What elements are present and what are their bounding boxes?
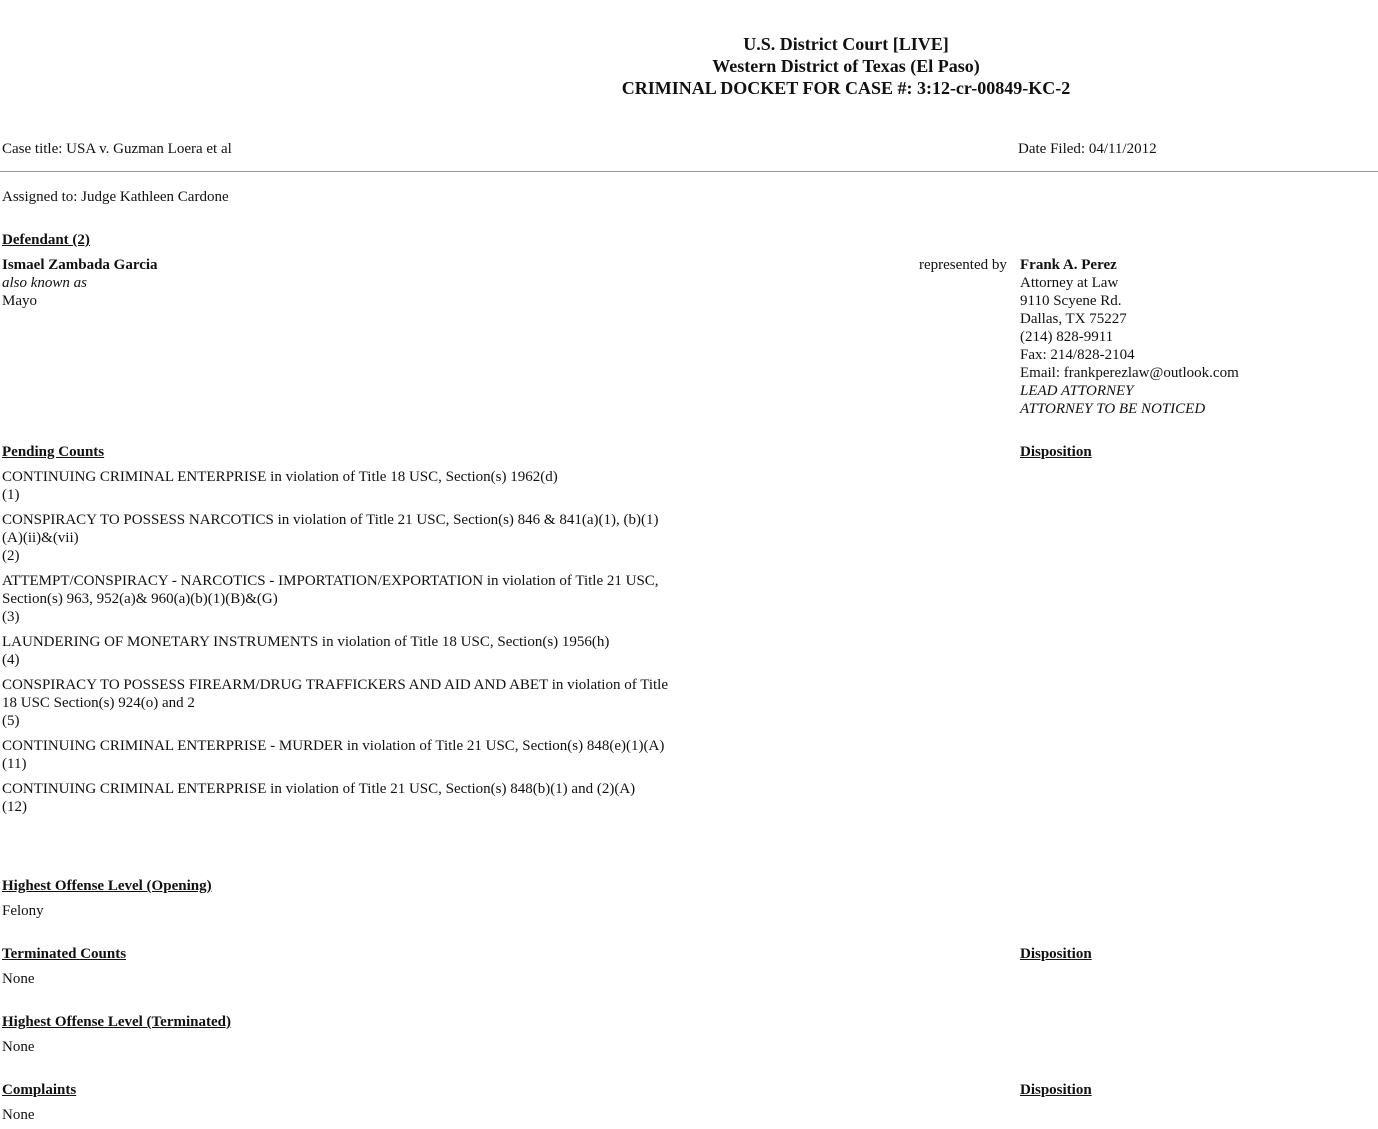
count-description: CONSPIRACY TO POSSESS FIREARM/DRUG TRAFFICKERS AND AID AND ABET in violation of Title 18 USC Section(s) 924(o) and 2 (2, 677, 668, 711)
defendant-name: Ismael Zambada Garcia (2, 257, 158, 273)
terminated-disposition-heading: Disposition (1020, 946, 1092, 962)
highest-offense-opening-value: Felony (2, 903, 44, 919)
represented-by-label: represented by (919, 257, 1007, 273)
count-description: CONTINUING CRIMINAL ENTERPRISE in violation of Title 21 USC, Section(s) 848(b)(1) and (2)(A) (2, 781, 636, 797)
count-number: (2) (2, 548, 20, 564)
defendant-heading: Defendant (2) (2, 232, 90, 248)
count-number: (11) (2, 756, 27, 772)
docket-number: CRIMINAL DOCKET FOR CASE #: 3:12-cr-00849-KC-2 (621, 78, 1071, 98)
count-item (2, 633, 672, 669)
count-item (2, 572, 672, 626)
count-item (2, 780, 672, 816)
terminated-counts-heading: Terminated Counts (2, 946, 127, 962)
count-number: (3) (2, 609, 20, 625)
count-number: (12) (2, 799, 27, 815)
complaints-disposition-heading: Disposition (1020, 1082, 1092, 1098)
notice-designation: ATTORNEY TO BE NOTICED (1020, 401, 1206, 417)
pending-counts-heading: Pending Counts (2, 444, 105, 460)
docket-header (0, 33, 1378, 99)
count-description: ATTEMPT/CONSPIRACY - NARCOTICS - IMPORTATION/EXPORTATION in violation of Title 21 USC, Section(s) 963, 952(a)& 960(a)(b)(1)(B)&(G) (2, 573, 659, 607)
complaints-value: None (2, 1107, 35, 1123)
count-item (2, 468, 672, 504)
divider (0, 171, 1378, 172)
pending-disposition-heading: Disposition (1020, 444, 1092, 460)
highest-offense-terminated-heading: Highest Offense Level (Terminated) (2, 1014, 231, 1030)
count-number: (4) (2, 652, 20, 668)
defendant-alias: Mayo (2, 293, 37, 309)
count-description: LAUNDERING OF MONETARY INSTRUMENTS in violation of Title 18 USC, Section(s) 1956(h) (2, 634, 610, 650)
date-filed: Date Filed: 04/11/2012 (1018, 141, 1157, 157)
highest-offense-opening-heading: Highest Offense Level (Opening) (2, 878, 212, 894)
attorney-title: Attorney at Law (1020, 275, 1119, 291)
attorney-block (1020, 256, 1239, 418)
count-description: CONTINUING CRIMINAL ENTERPRISE in violation of Title 18 USC, Section(s) 1962(d) (2, 469, 558, 485)
district-name: Western District of Texas (El Paso) (712, 56, 980, 76)
case-title: Case title: USA v. Guzman Loera et al (2, 141, 232, 157)
count-item (2, 737, 672, 773)
highest-offense-terminated-value: None (2, 1039, 35, 1055)
terminated-counts-value: None (2, 971, 35, 987)
complaints-heading: Complaints (2, 1082, 77, 1098)
count-item (2, 511, 672, 565)
aka-label: also known as (2, 275, 88, 291)
attorney-email: Email: frankperezlaw@outlook.com (1020, 365, 1239, 381)
count-item (2, 676, 672, 730)
attorney-phone: (214) 828-9911 (1020, 329, 1114, 345)
count-number: (5) (2, 713, 20, 729)
court-name: U.S. District Court [LIVE] (743, 34, 949, 54)
count-description: CONTINUING CRIMINAL ENTERPRISE - MURDER in violation of Title 21 USC, Section(s) 848(e)(1)(A) (2, 738, 665, 754)
count-description: CONSPIRACY TO POSSESS NARCOTICS in violation of Title 21 USC, Section(s) 846 & 841(a)(1), (b)(1)(A)(ii)&(vii) (2, 512, 659, 546)
assigned-judge: Assigned to: Judge Kathleen Cardone (2, 189, 229, 205)
attorney-fax: Fax: 214/828-2104 (1020, 347, 1135, 363)
lead-attorney-designation: LEAD ATTORNEY (1020, 383, 1134, 399)
attorney-city: Dallas, TX 75227 (1020, 311, 1127, 327)
attorney-street: 9110 Scyene Rd. (1020, 293, 1122, 309)
count-number: (1) (2, 487, 20, 503)
pending-counts-list (2, 468, 672, 823)
attorney-name: Frank A. Perez (1020, 257, 1117, 273)
